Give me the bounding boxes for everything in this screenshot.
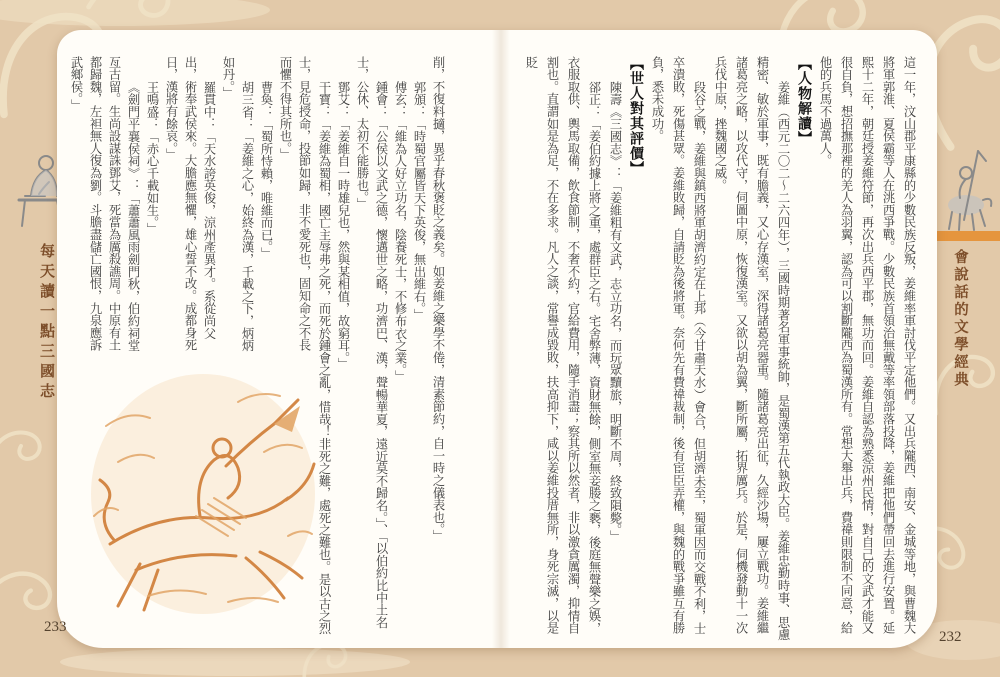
paragraph: 傅玄：「維為人好立功名，陰養死士，不修布衣之業。」 [393, 80, 407, 382]
page-233-text-full-columns [313, 56, 447, 644]
paragraph: 削，不復料擿，異乎春秋褒貶之義矣。如姜維之樂學不倦，清素節約，自一時之儀表也。」 [431, 56, 445, 542]
paragraph: 《劍門平襄侯祠》：「蕭蕭風雨劍門秋，伯約祠堂亙古留。生尚設謀誅鄧艾，死當為厲殺譙周。中原有土都歸魏，左袒無人復為劉。斗膽盡儲亡國恨，九泉應訴武鄉侯。」 [69, 56, 140, 352]
paragraph: 士，見危授命，投節如歸，非不愛死也，固知命之不長而懼不得其所也。」 [278, 56, 311, 352]
paragraph: 這一年，汶山郡平康縣的少數民族反叛，姜維率軍討伐平定他們。又出兵隴西、南安、金城等地，與曹魏大將軍郭淮、夏侯霸等人在洮西爭戰。少數民族首領治無戴等率領部落投降，姜維把他們帶回去進行安置。延熙十二年，朝廷授姜維符節，再次出兵西平郡，無功而回。姜維自認為熟悉涼州民情，對自己的文武才能又很自負，想招撫那裡的羌人為羽翼，認為可以割斷隴西為蜀漢所有。常想大舉出兵，費禕則限制不同意，給他的兵馬不過萬人。 [818, 56, 916, 635]
section-heading: 【人物解讀】 [796, 56, 812, 146]
paragraph: 鄧艾：「姜維自一時雄兒也，然與某相值，故窮耳。」 [336, 80, 350, 370]
section-heading: 【世人對其評價】 [628, 56, 644, 176]
paragraph: 曹奐：「蜀所恃賴，唯維而已。」 [259, 80, 273, 259]
accent-divider [933, 231, 1000, 241]
page-number-right: 232 [939, 629, 962, 645]
page-number-left: 233 [44, 619, 67, 635]
page-232-text [524, 56, 919, 644]
series-title-right: 會說話的文學經典 [952, 249, 969, 389]
paragraph: 郤正：「姜伯約據上將之重，處群臣之右。宅舍弊薄，資財無餘，側室無妾媵之褻，後庭無聲樂之娛，衣服取供、輿馬取備，飲食節制，不奢不約，官給費用，隨手消盡；察其所以然者，非以激貪厲濁，抑情自割也。直謂如是為足，不在多求。凡人之談，常譽成毀敗，扶高抑下，咸以姜維投厝無所，身死宗滅，以是貶 [524, 56, 601, 635]
paragraph: 鍾會：「公侯以文武之德，懷邁世之略，功濟巴、漢，聲暢華夏，遠近莫不歸名。」、「以伯約比中土名士，公休、太初不能勝也。」 [355, 56, 388, 628]
battle-illustration [88, 366, 318, 618]
paragraph: 王鳴盛：「赤心千載如生。」 [145, 80, 159, 235]
page-gutter [492, 30, 510, 648]
paragraph: 姜維（西元二〇二～二六四年），三國時期著名軍事統帥，是蜀漢第五代執政大臣。姜維忠勤時事、思慮精密、敏於軍事，既有膽義，又心存漢室，深得諸葛亮器重。隨諸葛亮出征，久經沙場，屢立戰功。姜維繼諸葛亮之略，以攻代守，伺圖中原，恢復漢室。又欲以胡為翼，斷所屬，拓界厲兵。於是，伺機發動十一次兵伐中原，挫魏國之威。 [713, 56, 790, 641]
paragraph: 干寶：「姜維為蜀相，國亡主辱弗之死，而死於鍾會之亂，惜哉！非死之難，處死之難也。是以古之烈 [317, 80, 331, 635]
page-233-text-short-columns [66, 56, 313, 362]
paragraph: 段谷之戰，姜維與鎮西將軍胡濟約定在上邦（今甘肅天水）會合，但胡濟未至，蜀軍因而交戰不利，士卒潰敗，死傷甚眾。姜維敗歸，自請貶為後將軍。奈何先有費禕裁制，後有宦臣弄權，與魏的戰爭雖互有勝負，悉未成功。 [650, 56, 706, 635]
series-title-left: 每天讀一點三國志 [38, 243, 56, 403]
horseman-illustration [937, 148, 995, 232]
paragraph: 陳壽《三國志》：「姜維粗有文武，志立功名，而玩眾黷旅，明斷不周，終致隕斃。」 [608, 80, 622, 542]
paragraph: 郭頒：「時蜀官屬皆天下英俊，無出維右。」 [412, 80, 426, 321]
paragraph: 胡三省：「姜維之心，始終為漢，千載之下，炳炳如丹。」 [221, 56, 254, 352]
paragraph: 羅貫中：「天水誇英俊，涼州產異才。系從尚父出，術奉武侯來。大膽應無懼，雄心誓不改。成都身死日，漢將有餘哀。」 [164, 56, 216, 352]
